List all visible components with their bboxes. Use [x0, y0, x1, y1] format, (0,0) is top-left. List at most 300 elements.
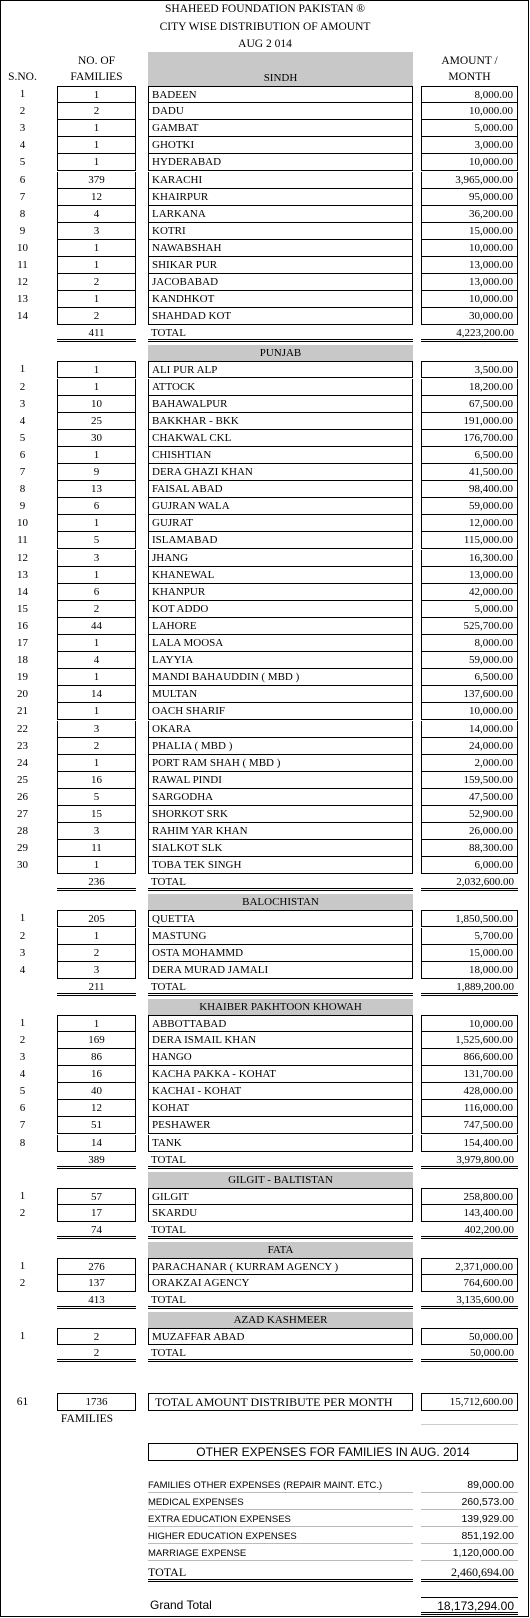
- sno-cell: 6: [19, 1102, 26, 1115]
- city-cell: PHALIA ( MBD ): [148, 738, 413, 755]
- city-cell: CHAKWAL CKL: [148, 430, 413, 447]
- sno-cell: 2: [19, 1276, 26, 1289]
- families-cell: 30: [57, 430, 136, 447]
- sno-cell: 25: [17, 773, 28, 786]
- sno-cell: 1: [19, 363, 26, 376]
- families-cell: 51: [57, 1117, 136, 1134]
- city-cell: KHANEWAL: [148, 567, 413, 584]
- grand-families: 1736: [57, 1393, 136, 1411]
- amount-cell: 59,000.00: [421, 498, 518, 515]
- city-cell: GILGIT: [148, 1188, 413, 1205]
- amount-cell: 12,000.00: [421, 515, 518, 532]
- families-cell: 1: [57, 86, 136, 103]
- table-row: [0, 928, 530, 945]
- table-row: [0, 567, 530, 584]
- table-row: [0, 857, 530, 874]
- amount-cell: 10,000.00: [421, 703, 518, 720]
- amount-cell: 67,500.00: [421, 396, 518, 413]
- amount-cell: 52,900.00: [421, 806, 518, 823]
- city-cell: TOBA TEK SINGH: [148, 857, 413, 874]
- families-cell: 5: [57, 532, 136, 549]
- other-expenses-title: OTHER EXPENSES FOR FAMILIES IN AUG. 2014: [148, 1443, 518, 1461]
- sno-cell: 15: [17, 602, 28, 615]
- amount-header-line2: MONTH: [448, 71, 491, 83]
- region-header: BALOCHISTAN: [148, 894, 413, 910]
- sno-cell: 10: [17, 241, 28, 254]
- region-total-amount: 3,979,800.00: [421, 1153, 518, 1169]
- sno-cell: 29: [17, 842, 28, 855]
- amount-cell: 10,000.00: [421, 103, 518, 120]
- city-cell: HYDERABAD: [148, 154, 413, 171]
- families-cell: 57: [57, 1188, 136, 1205]
- sno-cell: 2: [19, 380, 26, 393]
- region-total-amount: 3,135,600.00: [421, 1293, 518, 1309]
- families-cell: 1: [57, 379, 136, 396]
- sno-cell: 2: [19, 105, 26, 118]
- region-total-families: 413: [57, 1293, 136, 1309]
- families-cell: 2: [57, 601, 136, 618]
- sno-cell: 28: [17, 825, 28, 838]
- sno-cell: 12: [17, 276, 28, 289]
- families-cell: 12: [57, 189, 136, 206]
- city-cell: GHOTKI: [148, 137, 413, 154]
- sno-cell: 12: [17, 551, 28, 564]
- city-cell: GUJRAN WALA: [148, 498, 413, 515]
- sno-cell: 7: [19, 190, 26, 203]
- region-header: PUNJAB: [148, 345, 413, 361]
- sno-cell: 4: [19, 414, 26, 427]
- region-total-row: [0, 1153, 530, 1169]
- families-cell: 1: [57, 291, 136, 308]
- document-title: CITY WISE DISTRIBUTION OF AMOUNT: [159, 21, 371, 33]
- expense-amount: 1,120,000.00: [421, 1545, 518, 1561]
- table-row: [0, 189, 530, 206]
- expense-label: MARRIAGE EXPENSE: [148, 1545, 413, 1561]
- city-cell: JHANG: [148, 550, 413, 567]
- families-cell: 14: [57, 1135, 136, 1152]
- families-cell: 1: [57, 120, 136, 137]
- region-total-label: TOTAL: [148, 1346, 413, 1362]
- families-cell: 1: [57, 928, 136, 945]
- families-cell: 40: [57, 1083, 136, 1100]
- families-cell: 3: [57, 721, 136, 738]
- amount-cell: 8,000.00: [421, 86, 518, 103]
- amount-cell: 428,000.00: [421, 1083, 518, 1100]
- table-row: [0, 686, 530, 703]
- expense-row: [148, 1528, 518, 1545]
- sno-cell: 22: [17, 722, 28, 735]
- sno-cell: 3: [19, 946, 26, 959]
- table-row: [0, 361, 530, 378]
- table-row: [0, 396, 530, 413]
- city-cell: LAHORE: [148, 618, 413, 635]
- amount-cell: 3,000.00: [421, 137, 518, 154]
- city-cell: ORAKZAI AGENCY: [148, 1275, 413, 1292]
- region-total-row: [0, 875, 530, 891]
- families-cell: 1: [57, 137, 136, 154]
- sno-cell: 2: [19, 929, 26, 942]
- amount-cell: 98,400.00: [421, 481, 518, 498]
- city-cell: SARGODHA: [148, 789, 413, 806]
- families-cell: 3: [57, 550, 136, 567]
- sno-cell: 21: [17, 705, 28, 718]
- table-row: [0, 962, 530, 979]
- amount-cell: 30,000.00: [421, 308, 518, 325]
- table-row: [0, 772, 530, 789]
- families-cell: 379: [57, 172, 136, 189]
- expense-amount: 260,573.00: [421, 1494, 518, 1510]
- families-cell: 2: [57, 308, 136, 325]
- city-cell: PARACHANAR ( KURRAM AGENCY ): [148, 1258, 413, 1275]
- sno-cell: 3: [19, 1051, 26, 1063]
- expense-label: HIGHER EDUCATION EXPENSES: [148, 1528, 413, 1544]
- table-row: [0, 379, 530, 396]
- city-cell: RAHIM YAR KHAN: [148, 823, 413, 840]
- families-cell: 6: [57, 498, 136, 515]
- region-total-families: 411: [57, 326, 136, 342]
- region-total-amount: 1,889,200.00: [421, 980, 518, 996]
- region-total-amount: 50,000.00: [421, 1346, 518, 1362]
- sno-cell: 7: [19, 1119, 26, 1132]
- city-cell: GAMBAT: [148, 120, 413, 137]
- expense-amount: 851,192.00: [421, 1528, 518, 1544]
- table-row: [0, 1205, 530, 1222]
- city-cell: ALI PUR ALP: [148, 361, 413, 378]
- city-cell: DADU: [148, 103, 413, 120]
- region-header: SINDH: [148, 52, 413, 86]
- region-total-row: [0, 1223, 530, 1239]
- sno-cell: 6: [19, 173, 26, 186]
- amount-cell: 10,000.00: [421, 154, 518, 171]
- city-cell: KARACHI: [148, 172, 413, 189]
- families-cell: 1: [57, 515, 136, 532]
- region-total-families: 74: [57, 1223, 136, 1239]
- families-cell: 2: [57, 274, 136, 291]
- city-cell: ABBOTTABAD: [148, 1015, 413, 1032]
- sno-cell: 27: [17, 808, 28, 820]
- amount-cell: 176,700.00: [421, 430, 518, 447]
- sno-cell: 3: [19, 397, 26, 410]
- table-row: [0, 840, 530, 857]
- table-row: [0, 447, 530, 464]
- city-cell: HANGO: [148, 1049, 413, 1066]
- sno-cell: 14: [17, 310, 28, 323]
- expense-label: FAMILIES OTHER EXPENSES (REPAIR MAINT. ETC.): [148, 1477, 413, 1493]
- table-row: [0, 464, 530, 481]
- grand-label: TOTAL AMOUNT DISTRIBUTE PER MONTH: [148, 1393, 413, 1411]
- sno-cell: 14: [17, 585, 28, 598]
- city-cell: ISLAMABAD: [148, 532, 413, 549]
- sno-cell: 24: [17, 756, 28, 769]
- city-cell: MANDI BAHAUDDIN ( MBD ): [148, 669, 413, 686]
- region-total-row: [0, 1293, 530, 1309]
- city-cell: DERA ISMAIL KHAN: [148, 1032, 413, 1049]
- table-row: [0, 738, 530, 755]
- families-cell: 17: [57, 1205, 136, 1222]
- amount-cell: 747,500.00: [421, 1117, 518, 1134]
- table-row: [0, 1188, 530, 1205]
- table-row: [0, 703, 530, 720]
- families-cell: 9: [57, 464, 136, 481]
- region-total-families: 236: [57, 875, 136, 891]
- amount-cell: 6,000.00: [421, 857, 518, 874]
- region-total-amount: 4,223,200.00: [421, 326, 518, 342]
- amount-cell: 10,000.00: [421, 291, 518, 308]
- families-cell: 137: [57, 1275, 136, 1292]
- families-cell: 13: [57, 481, 136, 498]
- amount-cell: 1,525,600.00: [421, 1032, 518, 1049]
- amount-cell: 143,400.00: [421, 1205, 518, 1222]
- sno-cell: 9: [19, 500, 26, 513]
- expense-row: [148, 1545, 518, 1562]
- sno-cell: 8: [19, 483, 26, 496]
- table-row: [0, 137, 530, 154]
- sno-cell: 9: [19, 224, 26, 237]
- region-total-families: 389: [57, 1153, 136, 1169]
- city-cell: ATTOCK: [148, 379, 413, 396]
- city-cell: QUETTA: [148, 910, 413, 927]
- families-header-line1: NO. OF: [77, 55, 116, 67]
- table-row: [0, 532, 530, 549]
- amount-cell: 2,000.00: [421, 755, 518, 772]
- table-row: [0, 223, 530, 240]
- sno-cell: 16: [17, 619, 28, 632]
- city-cell: KACHA PAKKA - KOHAT: [148, 1066, 413, 1083]
- sno-cell: 4: [19, 139, 26, 152]
- table-row: [0, 86, 530, 103]
- amount-cell: 95,000.00: [421, 189, 518, 206]
- table-row: [0, 308, 530, 325]
- table-row: [0, 206, 530, 223]
- families-cell: 1: [57, 669, 136, 686]
- families-cell: 2: [57, 103, 136, 120]
- families-cell: 2: [57, 738, 136, 755]
- sno-cell: 5: [19, 1085, 26, 1098]
- expense-label: MEDICAL EXPENSES: [148, 1494, 413, 1510]
- city-cell: KHAIRPUR: [148, 189, 413, 206]
- amount-cell: 5,000.00: [421, 120, 518, 137]
- table-row: [0, 910, 530, 927]
- city-cell: LAYYIA: [148, 652, 413, 669]
- families-cell: 12: [57, 1100, 136, 1117]
- families-cell: 11: [57, 840, 136, 857]
- families-cell: 4: [57, 652, 136, 669]
- amount-cell: 6,500.00: [421, 447, 518, 464]
- city-cell: JACOBABAD: [148, 274, 413, 291]
- table-row: [0, 755, 530, 772]
- table-row: [0, 1066, 530, 1083]
- families-cell: 1: [57, 755, 136, 772]
- table-row: [0, 413, 530, 430]
- amount-header-line1: AMOUNT /: [441, 55, 498, 67]
- families-cell: 3: [57, 823, 136, 840]
- region-header: AZAD KASHMEER: [148, 1312, 413, 1328]
- table-row: [0, 1083, 530, 1100]
- table-row: [0, 498, 530, 515]
- amount-cell: 18,200.00: [421, 379, 518, 396]
- table-row: [0, 1049, 530, 1066]
- amount-cell: 866,600.00: [421, 1049, 518, 1066]
- table-row: [0, 1015, 530, 1032]
- table-row: [0, 1032, 530, 1049]
- families-cell: 16: [57, 1066, 136, 1083]
- amount-cell: 3,965,000.00: [421, 172, 518, 189]
- city-cell: OKARA: [148, 721, 413, 738]
- families-cell: 1: [57, 567, 136, 584]
- region-total-label: TOTAL: [148, 980, 413, 996]
- table-row: [0, 240, 530, 257]
- city-cell: MULTAN: [148, 686, 413, 703]
- table-row: [0, 1117, 530, 1134]
- city-cell: KHANPUR: [148, 584, 413, 601]
- table-row: [0, 172, 530, 189]
- amount-cell: 258,800.00: [421, 1188, 518, 1205]
- sno-cell: 2: [19, 1206, 26, 1219]
- sno-cell: 5: [19, 431, 26, 444]
- table-row: [0, 618, 530, 635]
- amount-cell: 24,000.00: [421, 738, 518, 755]
- amount-cell: 13,000.00: [421, 274, 518, 291]
- amount-cell: 59,000.00: [421, 652, 518, 669]
- amount-cell: 50,000.00: [421, 1328, 518, 1345]
- sno-cell: 4: [19, 1068, 26, 1081]
- sno-cell: 20: [17, 688, 28, 701]
- amount-cell: 159,500.00: [421, 772, 518, 789]
- other-expenses-total-label: TOTAL: [148, 1564, 413, 1582]
- city-cell: TANK: [148, 1135, 413, 1152]
- amount-cell: 16,300.00: [421, 550, 518, 567]
- region-total-label: TOTAL: [148, 875, 413, 891]
- amount-cell: 13,000.00: [421, 567, 518, 584]
- table-row: [0, 291, 530, 308]
- amount-cell: 3,500.00: [421, 361, 518, 378]
- city-cell: RAWAL PINDI: [148, 772, 413, 789]
- amount-cell: 131,700.00: [421, 1066, 518, 1083]
- grand-cities-count: 61: [16, 1396, 29, 1408]
- amount-cell: 115,000.00: [421, 532, 518, 549]
- city-cell: SIALKOT SLK: [148, 840, 413, 857]
- table-row: [0, 721, 530, 738]
- city-cell: OACH SHARIF: [148, 703, 413, 720]
- expense-row: [148, 1477, 518, 1494]
- sno-cell: 7: [19, 466, 26, 478]
- grand-total-label: Grand Total: [150, 1598, 212, 1612]
- table-row: [0, 154, 530, 171]
- families-cell: 3: [57, 962, 136, 979]
- org-name: SHAHEED FOUNDATION PAKISTAN ®: [164, 3, 366, 15]
- amount-cell: 764,600.00: [421, 1275, 518, 1292]
- sno-cell: 26: [17, 790, 28, 803]
- amount-cell: 10,000.00: [421, 240, 518, 257]
- families-cell: 4: [57, 206, 136, 223]
- city-cell: GUJRAT: [148, 515, 413, 532]
- region-total-amount: 2,032,600.00: [421, 875, 518, 891]
- families-cell: 3: [57, 223, 136, 240]
- city-cell: KACHAI - KOHAT: [148, 1083, 413, 1100]
- table-row: [0, 430, 530, 447]
- families-cell: 1: [57, 447, 136, 464]
- region-total-label: TOTAL: [148, 326, 413, 342]
- divider-line: [421, 1424, 518, 1425]
- city-cell: BAHAWALPUR: [148, 396, 413, 413]
- city-cell: PESHAWER: [148, 1117, 413, 1134]
- families-cell: 169: [57, 1032, 136, 1049]
- sno-cell: 1: [19, 1016, 26, 1029]
- families-cell: 1: [57, 635, 136, 652]
- table-row: [0, 550, 530, 567]
- region-header: KHAIBER PAKHTOON KHOWAH: [148, 999, 413, 1015]
- table-row: [0, 806, 530, 823]
- expense-amount: 139,929.00: [421, 1511, 518, 1527]
- table-row: [0, 257, 530, 274]
- amount-cell: 154,400.00: [421, 1135, 518, 1152]
- table-row: [0, 601, 530, 618]
- families-header-line2: FAMILIES: [70, 71, 123, 83]
- table-row: [0, 789, 530, 806]
- city-cell: SHORKOT SRK: [148, 806, 413, 823]
- city-cell: MUZAFFAR ABAD: [148, 1328, 413, 1345]
- families-cell: 10: [57, 396, 136, 413]
- amount-cell: 18,000.00: [421, 962, 518, 979]
- city-cell: NAWABSHAH: [148, 240, 413, 257]
- table-row: [0, 515, 530, 532]
- sno-cell: 1: [19, 1189, 26, 1202]
- region-total-families: 2: [57, 1346, 136, 1362]
- city-cell: CHISHTIAN: [148, 447, 413, 464]
- city-cell: SHAHDAD KOT: [148, 308, 413, 325]
- table-row: [0, 652, 530, 669]
- amount-cell: 15,000.00: [421, 223, 518, 240]
- families-cell: 205: [57, 910, 136, 927]
- sno-cell: 19: [17, 671, 28, 684]
- table-row: [0, 945, 530, 962]
- amount-cell: 15,000.00: [421, 945, 518, 962]
- grand-amount: 15,712,600.00: [421, 1393, 518, 1411]
- grand-total-amount: 18,173,294.00: [421, 1597, 518, 1615]
- sno-cell: 30: [17, 859, 28, 872]
- sno-cell: 4: [19, 963, 26, 976]
- sno-cell: 23: [17, 739, 28, 752]
- amount-cell: 1,850,500.00: [421, 910, 518, 927]
- region-total-families: 211: [57, 980, 136, 996]
- city-cell: SKARDU: [148, 1205, 413, 1222]
- table-row: [0, 1328, 530, 1345]
- amount-cell: 2,371,000.00: [421, 1258, 518, 1275]
- city-cell: LALA MOOSA: [148, 635, 413, 652]
- sno-cell: 8: [19, 207, 26, 220]
- families-cell: 16: [57, 772, 136, 789]
- table-row: [0, 1135, 530, 1152]
- amount-cell: 6,500.00: [421, 669, 518, 686]
- sno-cell: 5: [19, 156, 26, 169]
- amount-cell: 42,000.00: [421, 584, 518, 601]
- city-cell: KANDHKOT: [148, 291, 413, 308]
- amount-cell: 525,700.00: [421, 618, 518, 635]
- sno-cell: 13: [17, 293, 28, 306]
- table-row: [0, 669, 530, 686]
- sno-column-header: S.NO.: [8, 71, 37, 83]
- table-row: [0, 635, 530, 652]
- families-cell: 1: [57, 703, 136, 720]
- sno-cell: 1: [19, 1330, 26, 1342]
- table-row: [0, 1258, 530, 1275]
- sno-cell: 6: [19, 448, 26, 461]
- other-expenses-total-row: [148, 1564, 518, 1582]
- region-total-label: TOTAL: [148, 1223, 413, 1239]
- table-row: [0, 823, 530, 840]
- families-cell: 2: [57, 1328, 136, 1345]
- document-period: AUG 2 014: [238, 38, 292, 50]
